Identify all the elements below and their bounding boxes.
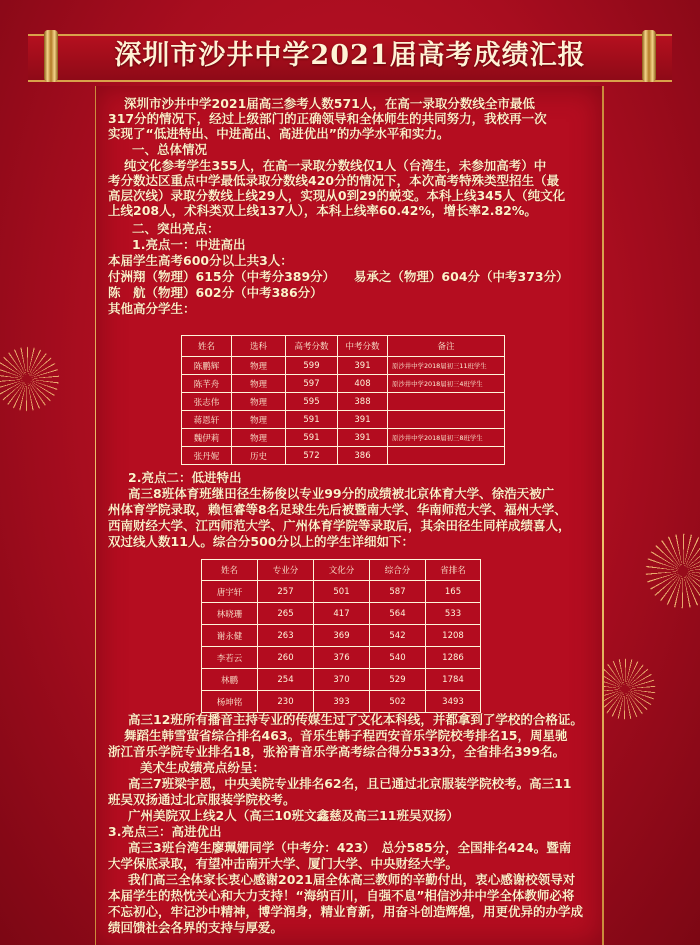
table-header: 姓名 [202,560,258,581]
highlight2-line: 高三8班体育班继田径生杨俊以专业99分的成绩被北京体育大学、徐浩天被广 [128,486,555,501]
table-cell: 林晓珊 [202,603,258,625]
table-cell: 原沙井中学2018届初三8班学生 [388,429,505,447]
arts-line: 高三7班梁宇恩，中央美院专业排名62名，且已通过北京服装学院校考。高三11 [128,776,572,791]
table-cell: 230 [258,691,314,713]
section1-line: 纯文化参考学生355人，在高一录取分数线仅1人（台湾生，未参加高考）中 [124,158,547,173]
intro-line: 实现了“低进特出、中进高出、高进优出”的办学水平和实力。 [108,126,450,141]
table-row [202,625,481,647]
table-header: 中考分数 [338,336,388,357]
highlight1-line: 其他高分学生： [108,301,196,316]
table-header: 综合分 [370,560,426,581]
table-cell: 542 [370,625,426,647]
table-cell: 370 [314,669,370,691]
table-cell: 263 [258,625,314,647]
table-cell: 529 [370,669,426,691]
table-cell: 599 [286,357,338,375]
table-cell: 杨坤铭 [202,691,258,713]
table-header: 备注 [388,336,505,357]
highlight1-line: 陈 航（物理）602分（中考386分） [108,285,323,300]
table-cell: 564 [370,603,426,625]
table-cell: 254 [258,669,314,691]
table-cell: 595 [286,393,338,411]
table-header: 选科 [232,336,286,357]
table-cell: 591 [286,429,338,447]
highlight3-line: 大学保底录取，有望冲击南开大学、厦门大学、中央财经大学。 [108,856,459,871]
closing-line: 不忘初心，牢记沙中精神，博学润身，精业育新，用奋斗创造辉煌，用更优异的办学成 [108,904,584,919]
arts-line: 浙江音乐学院专业排名18，张裕青音乐学高考综合得分533分，全省排名399名。 [108,744,566,759]
table-cell: 502 [370,691,426,713]
table-cell: 260 [258,647,314,669]
table-row [182,429,505,447]
table-cell: 3493 [426,691,481,713]
table-cell: 蒋恩轩 [182,411,232,429]
table-cell: 587 [370,581,426,603]
section1-line: 上线208人，术科类双上线137人），本科上线率60.42%，增长率2.82%。 [108,203,537,218]
table-cell: 591 [286,411,338,429]
table-header: 专业分 [258,560,314,581]
arts-line: 广州美院双上线2人（高三10班文鑫慈及高三11班吴双扬） [128,808,459,823]
table-cell: 谢永健 [202,625,258,647]
table-cell: 376 [314,647,370,669]
closing-line: 本届学生的热忱关心和大力支持！“海纳百川，自强不息”相信沙井中学全体教师必将 [108,888,575,903]
arts-line: 美术生成绩亮点纷呈： [140,760,266,775]
table-cell: 501 [314,581,370,603]
section1-line: 高层次线）录取分数线上线29人，实现从0到29的蜕变。本科上线345人（纯文化 [108,188,566,203]
table-cell: 165 [426,581,481,603]
section1-heading: 一、总体情况 [132,142,208,157]
highlight2-line: 西南财经大学、江西师范大学、广州体育学院等录取后，其余田径生同样成绩喜人， [108,518,571,533]
table-cell: 物理 [232,411,286,429]
table-cell [388,411,505,429]
table-cell: 386 [338,447,388,465]
table-cell: 魏伊莉 [182,429,232,447]
highlight1-line: 本届学生高考600分以上共3人： [108,253,293,268]
table-row [182,375,505,393]
table-cell: 391 [338,411,388,429]
table-cell [388,447,505,465]
highlight1-heading: 1.亮点一：中进高出 [132,237,246,252]
table-cell: 陈芊舟 [182,375,232,393]
table-header-row [182,336,505,357]
athlete-score-table [201,559,481,713]
table-cell: 物理 [232,357,286,375]
table-cell: 1208 [426,625,481,647]
highlight3-line: 高三3班台湾生廖珮姗同学（中考分：423） 总分585分，全国排名424。暨南 [128,840,572,855]
highlight1-line: 付洲翔（物理）615分（中考分389分） 易承之（物理）604分（中考373分） [108,269,569,284]
table-cell: 物理 [232,393,286,411]
firework-left [0,342,64,416]
table-cell: 1784 [426,669,481,691]
table-cell [388,393,505,411]
table-cell: 原沙井中学2018届初三11班学生 [388,357,505,375]
table-header: 省排名 [426,560,481,581]
table-header: 高考分数 [286,336,338,357]
table-cell: 唐宇轩 [202,581,258,603]
table-row [202,581,481,603]
table-cell: 物理 [232,429,286,447]
table-header-row [202,560,481,581]
table-cell: 陈鹏辉 [182,357,232,375]
table-cell: 391 [338,429,388,447]
closing-line: 绩回馈社会各界的支持与厚爱。 [108,920,284,935]
highlight3-heading: 3.亮点三：高进优出 [108,824,222,839]
table-cell: 417 [314,603,370,625]
arts-line: 高三12班所有播音主持专业的传媒生过了文化本科线，并都拿到了学校的合格证。 [128,712,583,727]
intro-line: 深圳市沙井中学2021届高三参考人数571人，在高一录取分数线全市最低 [124,96,535,111]
table-row [182,357,505,375]
high-score-table [181,335,505,465]
arts-line: 舞蹈生韩雪萤省综合排名463。音乐生韩子程西安音乐学院校考排名15，周星驰 [124,728,568,743]
section1-line: 考分数达区重点中学最低录取分数线420分的情况下，本次高考特殊类型招生（最 [108,173,560,188]
closing-line: 我们高三全体家长衷心感谢2021届全体高三教师的辛勤付出，衷心感谢校领导对 [128,872,576,887]
highlight2-line: 州体育学院录取，赖恒睿等8名足球生先后被暨南大学、华南师范大学、福州大学、 [108,502,567,517]
table-cell: 李若云 [202,647,258,669]
table-cell: 369 [314,625,370,647]
table-row [182,393,505,411]
section2-heading: 二、突出亮点： [132,221,220,236]
table-row [202,603,481,625]
table-cell: 393 [314,691,370,713]
arts-line: 班吴双扬通过北京服装学院校考。 [108,792,296,807]
highlight2-heading: 2.亮点二：低进特出 [128,470,242,485]
table-header: 姓名 [182,336,232,357]
table-row [182,411,505,429]
table-row [202,669,481,691]
table-cell: 257 [258,581,314,603]
table-cell: 540 [370,647,426,669]
table-cell: 物理 [232,375,286,393]
page-title: 深圳市沙井中学2021届高考成绩汇报 [114,40,586,71]
table-cell: 391 [338,357,388,375]
table-cell: 408 [338,375,388,393]
firework-right-top [640,528,700,614]
table-cell: 原沙井中学2018届初三4班学生 [388,375,505,393]
table-header: 文化分 [314,560,370,581]
table-cell: 265 [258,603,314,625]
table-cell: 张志伟 [182,393,232,411]
table-row [182,447,505,465]
table-cell: 597 [286,375,338,393]
table-cell: 572 [286,447,338,465]
table-cell: 1286 [426,647,481,669]
table-cell: 历史 [232,447,286,465]
table-cell: 张丹妮 [182,447,232,465]
table-cell: 388 [338,393,388,411]
table-cell: 林鹏 [202,669,258,691]
table-cell: 533 [426,603,481,625]
table-row [202,647,481,669]
table-row [202,691,481,713]
highlight2-line: 双过线人数11人。综合分500分以上的学生详细如下： [108,534,414,549]
intro-line: 317分的情况下，经过上级部门的正确领导和全体师生的共同努力，我校再一次 [108,111,547,126]
